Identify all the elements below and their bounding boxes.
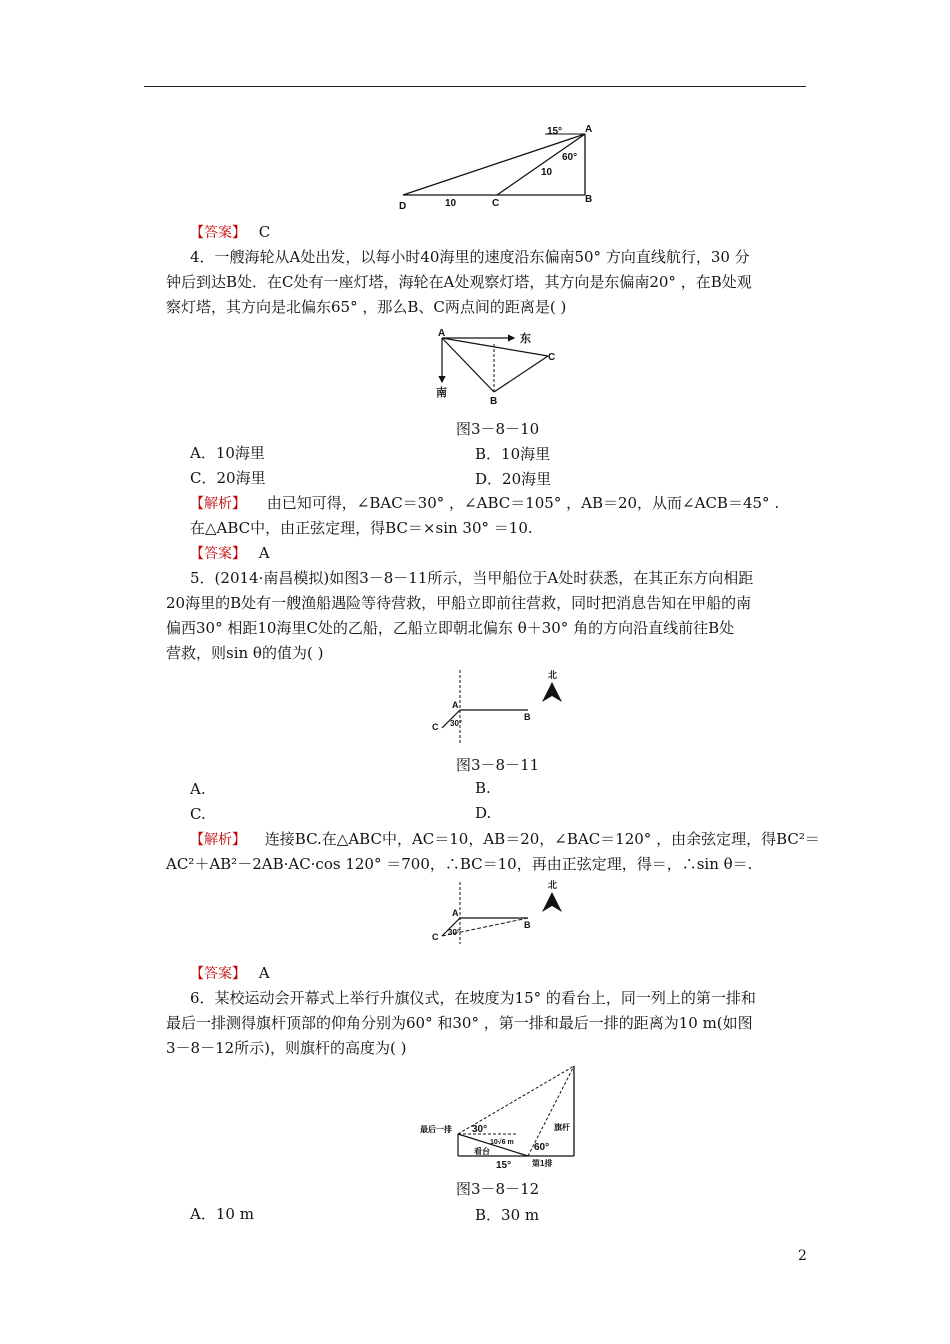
fig312-angle60: 60° (534, 1142, 550, 1153)
figure-caption-3-8-10: 图3－8－10 (456, 420, 540, 438)
header-rule (144, 86, 806, 87)
fig310-label-b: B (490, 396, 498, 407)
q5-option-d[interactable]: D. (475, 804, 492, 822)
fig311b-north: 北 (548, 880, 558, 890)
figure-caption-3-8-11: 图3－8－11 (456, 756, 540, 774)
q4-option-c[interactable]: C．20海里 (190, 469, 266, 487)
answer-tag: 【答案】 (190, 546, 246, 562)
fig1-label-a: A (585, 124, 593, 135)
fig312-angle30: 30° (472, 1124, 488, 1135)
figure-caption-3-8-12: 图3－8－12 (456, 1180, 540, 1198)
page-number: 2 (798, 1248, 807, 1264)
q6-option-a[interactable]: A．10 m (190, 1205, 254, 1223)
fig312-distance: 10√6 m (490, 1139, 514, 1146)
fig1-label-c: C (492, 198, 500, 209)
fig310-south: 南 (436, 387, 447, 399)
q6-line-3: 3－8－12所示)，则旗杆的高度为( ) (166, 1039, 407, 1057)
q5-option-b[interactable]: B. (475, 779, 491, 797)
q5-line-2: 20海里的B处有一艘渔船遇险等待营救，甲船立即前往营救，同时把消息告知在甲船的南 (166, 594, 752, 612)
q5-option-a[interactable]: A. (190, 780, 206, 798)
fig312-pole: 旗杆 (554, 1123, 570, 1132)
q4-line-3: 察灯塔，其方向是北偏东65° ，那么B、C两点间的距离是( ) (166, 298, 567, 316)
q4-option-a[interactable]: A．10海里 (190, 444, 265, 462)
figure-3-8-12 (418, 1064, 586, 1172)
fig1-len-ac: 10 (541, 167, 553, 178)
fig311b-label-a: A (452, 908, 459, 918)
fig1-angle60: 60° (562, 152, 578, 163)
answer-tag: 【答案】 (190, 966, 246, 982)
north-arrow-icon (542, 682, 562, 702)
fig310-label-a: A (438, 328, 446, 339)
fig310-label-c: C (548, 352, 556, 363)
fig311b-label-b: B (524, 920, 531, 930)
figure-3-8-10 (432, 326, 562, 408)
fig312-angle15: 15° (496, 1160, 512, 1171)
figure-lighthouse-diagram (395, 122, 605, 212)
fig1-angle15: 15° (547, 126, 563, 137)
figure-3-8-11 (428, 668, 578, 746)
fig310-east: 东 (520, 333, 531, 345)
q5-line-3: 偏西30° 相距10海里C处的乙船，乙船立即朝北偏东 θ＋30° 角的方向沿直线前往B处 (166, 619, 735, 637)
q5-line-4: 营救，则sin θ的值为( ) (166, 644, 324, 662)
q5-analysis-line-1: 【解析】 连接BC.在△ABC中，AC＝10，AB＝20，∠BAC＝120° ，由余弦定理，得BC²＝ (190, 830, 820, 848)
fig311-label-a: A (452, 700, 459, 710)
q3-answer: 【答案】 C (190, 223, 271, 241)
q4-answer: 【答案】 A (190, 544, 270, 562)
figure-3-8-11-analysis (428, 880, 578, 946)
analysis-tag: 【解析】 (190, 832, 246, 848)
fig311-label-b: B (524, 712, 531, 722)
fig312-stand: 看台 (474, 1147, 490, 1156)
fig311b-angle30: 30° (448, 928, 461, 937)
q4-analysis-line-2: 在△ABC中，由正弦定理，得BC＝×sin 30° ＝10. (190, 519, 533, 537)
fig311b-label-c: C (432, 932, 439, 942)
fig311-north: 北 (548, 670, 558, 680)
fig1-label-d: D (399, 201, 407, 212)
fig311-label-c: C (432, 722, 439, 732)
q4-line-1: 4．一艘海轮从A处出发，以每小时40海里的速度沿东偏南50° 方向直线航行，30 分 (190, 248, 750, 266)
q4-analysis-line-1: 【解析】 由已知可得，∠BAC＝30° ，∠ABC＝105° ，AB＝20，从而∠ACB＝45° . (190, 494, 780, 512)
fig312-last-row: 最后一排 (420, 1125, 452, 1134)
fig1-len-dc: 10 (445, 198, 457, 209)
q5-answer: 【答案】 A (190, 964, 270, 982)
analysis-tag: 【解析】 (190, 496, 246, 512)
q6-option-b[interactable]: B．30 m (475, 1206, 540, 1224)
q5-option-c[interactable]: C. (190, 805, 206, 823)
q5-analysis-line-2: AC²＋AB²－2AB·AC·cos 120° ＝700，∴BC＝10，再由正弦定理，得＝，∴sin θ＝. (166, 855, 753, 873)
answer-tag: 【答案】 (190, 225, 246, 241)
fig312-first-row: 第1排 (532, 1159, 553, 1168)
q4-line-2: 钟后到达B处．在C处有一座灯塔，海轮在A处观察灯塔，其方向是东偏南20° ，在B处观 (166, 273, 752, 291)
q6-line-2: 最后一排测得旗杆顶部的仰角分别为60° 和30° ，第一排和最后一排的距离为10 m(如图 (166, 1014, 753, 1032)
north-arrow-icon (542, 892, 562, 912)
q4-option-d[interactable]: D．20海里 (475, 470, 552, 488)
q5-line-1: 5．(2014·南昌模拟)如图3－8－11所示，当甲船位于A处时获悉，在其正东方向相距 (190, 569, 754, 587)
q6-line-1: 6．某校运动会开幕式上举行升旗仪式，在坡度为15° 的看台上，同一列上的第一排和 (190, 989, 756, 1007)
fig311-angle30: 30° (450, 719, 463, 728)
fig1-label-b: B (585, 194, 593, 205)
q4-option-b[interactable]: B．10海里 (475, 445, 551, 463)
